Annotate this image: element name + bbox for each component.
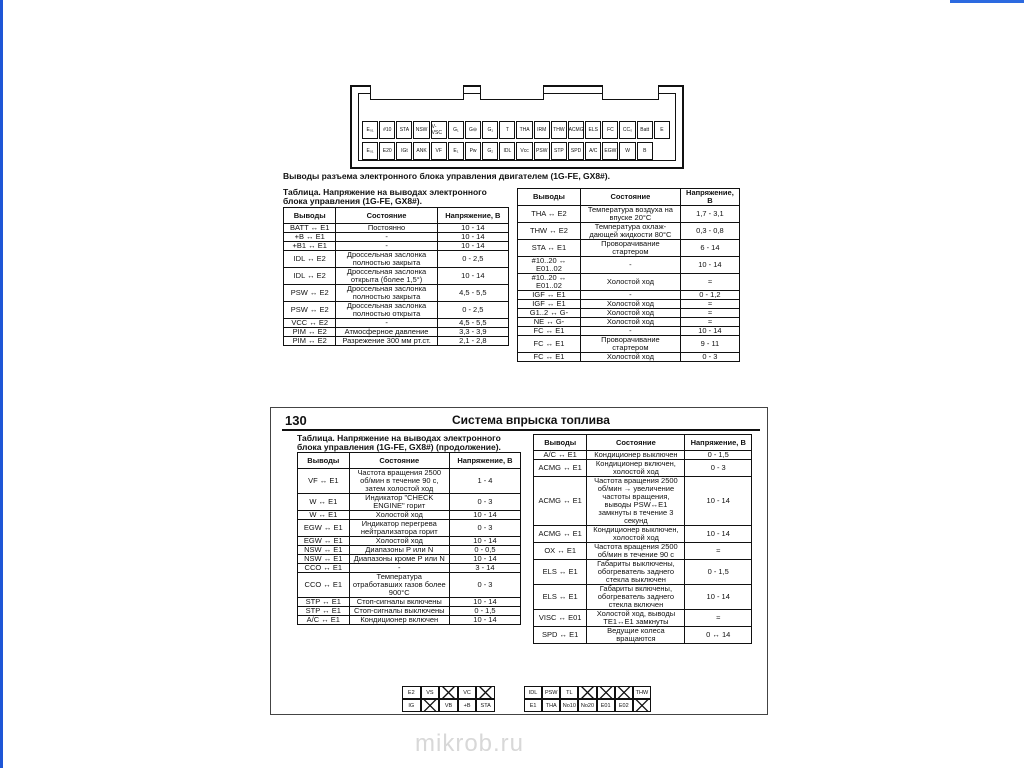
table-cell: Габариты включены, обогреватель заднего стекла включен <box>587 585 685 610</box>
table-cell: Холостой ход <box>580 309 680 318</box>
table-cell: 10 - 14 <box>449 511 520 520</box>
table-cell: 10 - 14 <box>437 224 508 233</box>
table-cell: Индикатор перегрева нейтрализатора горит <box>349 520 449 537</box>
table-cell: Холостой ход <box>580 274 680 291</box>
table-header-cell: Выводы <box>298 453 350 469</box>
table-row <box>518 353 740 362</box>
mini-connector-pin: E2 <box>402 686 421 699</box>
table-row <box>284 302 509 319</box>
table-cell: STP ↔ E1 <box>298 607 350 616</box>
table-row <box>518 206 740 223</box>
connector-pin: CC₀ <box>619 121 635 139</box>
table-cell: 0 - 3 <box>685 460 752 477</box>
mini-connector-pin: PSW <box>542 686 560 699</box>
table-cell: FC ↔ E1 <box>518 353 581 362</box>
table-cell: +B ↔ E1 <box>284 233 336 242</box>
mini-connector-pin: No10 <box>560 699 578 712</box>
table-cell: - <box>580 327 680 336</box>
table-row <box>534 460 752 477</box>
mini-connector-pin: THA <box>542 699 560 712</box>
table-row <box>518 336 740 353</box>
table-header-cell: Состояние <box>349 453 449 469</box>
connector-pin: STP <box>551 142 567 160</box>
table-header-row <box>534 435 752 451</box>
table-header-cell: Напряжение, В <box>685 435 752 451</box>
table-cell: 9 - 11 <box>680 336 739 353</box>
table-cell: ≈ <box>685 610 752 627</box>
watermark: mikrob.ru <box>415 730 525 757</box>
table-cell: NSW ↔ E1 <box>298 555 350 564</box>
connector-pin: A/C <box>585 142 601 160</box>
table-cell: Температура охлаж-дающей жидкости 80°C <box>580 223 680 240</box>
table-cell: PSW ↔ E2 <box>284 285 336 302</box>
table-cell: Стоп-сигналы включены <box>349 598 449 607</box>
table-cell: SPD ↔ E1 <box>534 627 587 644</box>
table1-title: Таблица. Напряжение на выводах электронного блока управления (1G-FE, GX8#). <box>283 187 487 206</box>
table-row <box>534 526 752 543</box>
table-cell: PSW ↔ E2 <box>284 302 336 319</box>
connector-notch-left <box>370 85 464 100</box>
connector-pin: Pw <box>465 142 481 160</box>
connector-pin: NSW <box>413 121 429 139</box>
table-cell: 0 - 3 <box>680 353 739 362</box>
table-cell: Кондиционер включен <box>349 616 449 625</box>
table-cell: Кондиционер выключен, холостой ход <box>587 526 685 543</box>
voltage-table-2 <box>517 188 740 362</box>
table-cell: 10 - 14 <box>449 616 520 625</box>
table-cell: 10 - 14 <box>685 585 752 610</box>
table-row <box>534 627 752 644</box>
ecu-connector-diagram <box>350 85 684 169</box>
table-cell: 0 - 2,5 <box>437 302 508 319</box>
table-cell: Дроссельная заслонка полностью закрыта <box>336 285 437 302</box>
table-cell: 0 - 1,2 <box>680 291 739 300</box>
voltage-table-1 <box>283 207 509 346</box>
table-cell: ≈ <box>680 318 739 327</box>
connector-pin: G⊖ <box>465 121 481 139</box>
table-cell: Ведущие колеса вращаются <box>587 627 685 644</box>
table-cell: IGF ↔ E1 <box>518 300 581 309</box>
table-cell: 10 - 14 <box>680 327 739 336</box>
table-cell: #10..20 ↔ E01..02 <box>518 274 581 291</box>
connector-pin: THA <box>516 121 532 139</box>
voltage-table-3 <box>297 452 521 625</box>
connector-pin: THW <box>551 121 567 139</box>
mini-connector-pin <box>633 699 651 712</box>
table-header-row <box>298 453 521 469</box>
connector-pin: ELS <box>585 121 601 139</box>
connector-mini-left <box>402 686 495 712</box>
table-row <box>298 616 521 625</box>
table-header-row <box>518 189 740 206</box>
table-cell: Холостой ход <box>580 318 680 327</box>
connector-notch-right <box>602 85 659 100</box>
connector-pin: STA <box>396 121 412 139</box>
table-cell: 0 ↔ 14 <box>685 627 752 644</box>
table-cell: ≈ <box>680 309 739 318</box>
voltage-table-4 <box>533 434 752 644</box>
mini-connector-pin: STA <box>476 699 495 712</box>
table-cell: Частота вращения 2500 об/мин → увеличение частоты вращения, выводы PSW↔E1 замкнуты в течение 3 секунд <box>587 477 685 526</box>
table-cell: IDL ↔ E2 <box>284 268 336 285</box>
connector-pin: IGt <box>396 142 412 160</box>
table-cell: 10 - 14 <box>680 257 739 274</box>
table-cell: +B1 ↔ E1 <box>284 242 336 251</box>
table-cell: FC ↔ E1 <box>518 336 581 353</box>
table-cell: Температура воздуха на впуске 20°C <box>580 206 680 223</box>
table-cell: PIM ↔ E2 <box>284 337 336 346</box>
mini-connector-pin <box>615 686 633 699</box>
mini-connector-pin <box>439 686 458 699</box>
table-row <box>284 285 509 302</box>
table-header-cell: Выводы <box>534 435 587 451</box>
table-cell: ELS ↔ E1 <box>534 560 587 585</box>
connector-pin: PSW <box>534 142 550 160</box>
connector-pin: EGW <box>602 142 618 160</box>
table-cell: Разрежение 300 мм рт.ст. <box>336 337 437 346</box>
table-cell: Кондиционер выключен <box>587 451 685 460</box>
connector-pin: ANK <box>413 142 429 160</box>
table-cell: Холостой ход, выводы TE1↔E1 замкнуты <box>587 610 685 627</box>
table-cell: EGW ↔ E1 <box>298 537 350 546</box>
mini-connector-pin <box>476 686 495 699</box>
table-cell: ELS ↔ E1 <box>534 585 587 610</box>
table-cell: VCC ↔ E2 <box>284 319 336 328</box>
table-cell: Кондиционер включен, холостой ход <box>587 460 685 477</box>
table-cell: Холостой ход <box>349 511 449 520</box>
table-cell: ACMG ↔ E1 <box>534 526 587 543</box>
table-cell: Холостой ход <box>580 353 680 362</box>
connector-pin: Vcc <box>516 142 532 160</box>
mini-connector-pin: +B <box>458 699 477 712</box>
table-header-cell: Состояние <box>587 435 685 451</box>
table-cell: ACMG ↔ E1 <box>534 460 587 477</box>
table-cell: Постоянно <box>336 224 437 233</box>
connector-pin: VF <box>431 142 447 160</box>
connector-pin: IDL <box>499 142 515 160</box>
connector-pin: Batt <box>637 121 653 139</box>
table-cell: OX ↔ E1 <box>534 543 587 560</box>
table-row <box>298 573 521 598</box>
table-cell: 0,3 - 0,8 <box>680 223 739 240</box>
connector-pin-grid <box>362 121 670 160</box>
mini-connector-pin: IDL <box>524 686 542 699</box>
table-cell: 10 - 14 <box>685 526 752 543</box>
table-cell: 10 - 14 <box>437 242 508 251</box>
table-cell: W ↔ E1 <box>298 511 350 520</box>
table-row <box>534 560 752 585</box>
table-cell: Индикатор "CHECK ENGINE" горит <box>349 494 449 511</box>
connector-pin: FC <box>602 121 618 139</box>
table-cell: NE ↔ G- <box>518 318 581 327</box>
connector-pin: G₂ <box>482 142 498 160</box>
table-cell: A/C ↔ E1 <box>534 451 587 460</box>
table-cell: FC ↔ E1 <box>518 327 581 336</box>
connector-pin: E₀₁ <box>362 142 378 160</box>
table-cell: 3,3 - 3,9 <box>437 328 508 337</box>
table-header-cell: Напряжение, В <box>437 208 508 224</box>
table-row <box>298 494 521 511</box>
table-cell: 0 - 1,5 <box>449 607 520 616</box>
table-row <box>534 610 752 627</box>
connector-pin: E20 <box>379 142 395 160</box>
table-cell: 10 - 14 <box>437 233 508 242</box>
mini-connector-pin: E1 <box>524 699 542 712</box>
connector-pin: B <box>637 142 653 160</box>
table-cell: 6 - 14 <box>680 240 739 257</box>
mini-connector-pin: E01 <box>597 699 615 712</box>
window-edge-left <box>0 0 3 768</box>
table-row <box>284 268 509 285</box>
table-cell: VF ↔ E1 <box>298 469 350 494</box>
table-cell: A/C ↔ E1 <box>298 616 350 625</box>
table-cell: Дроссельная заслонка открыта (более 1,5°) <box>336 268 437 285</box>
table-row <box>518 274 740 291</box>
table-cell: IGF ↔ E1 <box>518 291 581 300</box>
table-row <box>298 520 521 537</box>
table-cell: 0 - 3 <box>449 520 520 537</box>
mini-connector-pin: IG <box>402 699 421 712</box>
connector-pin: E₀₁ <box>362 121 378 139</box>
table-row <box>534 477 752 526</box>
mini-connector-pin: VB <box>439 699 458 712</box>
table-cell: 0 - 1,5 <box>685 560 752 585</box>
table-row <box>518 223 740 240</box>
table-header-row <box>284 208 509 224</box>
table-cell: - <box>580 291 680 300</box>
table-cell: W ↔ E1 <box>298 494 350 511</box>
table-cell: 3 - 14 <box>449 564 520 573</box>
table-cell: THW ↔ E2 <box>518 223 581 240</box>
table-cell: 10 - 14 <box>437 268 508 285</box>
connector-pin: G₁ <box>482 121 498 139</box>
connector-pin: G₁ <box>448 121 464 139</box>
mini-connector-pin: E02 <box>615 699 633 712</box>
table-cell: 10 - 14 <box>449 537 520 546</box>
table-row <box>284 251 509 268</box>
mini-connector-pin: TL <box>560 686 578 699</box>
table-header-cell: Выводы <box>518 189 581 206</box>
table-cell: VISC ↔ E01 <box>534 610 587 627</box>
table-cell: CCO ↔ E1 <box>298 573 350 598</box>
connector-pin: IRM <box>534 121 550 139</box>
page-number: 130 <box>285 413 307 428</box>
table-cell: Проворачивание стартером <box>580 336 680 353</box>
table-row <box>518 240 740 257</box>
table-cell: Частота вращения 2500 об/мин в течение 90 с <box>587 543 685 560</box>
connector-pin: SPD <box>568 142 584 160</box>
table-row <box>518 257 740 274</box>
connector-pin: V-VSC <box>431 121 447 139</box>
table-cell: Дроссельная заслонка полностью открыта <box>336 302 437 319</box>
mini-connector-pin: VS <box>421 686 440 699</box>
table3-title: Таблица. Напряжение на выводах электронного блока управления (1G-FE, GX8#) (продолжение). <box>297 433 501 452</box>
table-cell: ≈ <box>680 274 739 291</box>
table-cell: Стоп-сигналы выключены <box>349 607 449 616</box>
table-cell: Дроссельная заслонка полностью закрыта <box>336 251 437 268</box>
table-cell: 1,7 - 3,1 <box>680 206 739 223</box>
table-header-cell: Состояние <box>336 208 437 224</box>
connector-pin: ACMG <box>568 121 584 139</box>
table-cell: STA ↔ E1 <box>518 240 581 257</box>
table-cell: - <box>580 257 680 274</box>
table-row <box>534 585 752 610</box>
table-cell: NSW ↔ E1 <box>298 546 350 555</box>
connector-caption: Выводы разъема электронного блока управления двигателем (1G-FE, GX8#). <box>283 171 610 181</box>
table-cell: Диапазоны P или N <box>349 546 449 555</box>
mini-connector-pin <box>421 699 440 712</box>
table-cell: - <box>336 242 437 251</box>
table-cell: ≈ <box>680 300 739 309</box>
table-cell: 10 - 14 <box>449 598 520 607</box>
connector-pin: T <box>499 121 515 139</box>
table-cell: 0 - 3 <box>449 573 520 598</box>
table-cell: Диапазоны кроме P или N <box>349 555 449 564</box>
table-cell: G1..2 ↔ G- <box>518 309 581 318</box>
table-cell: Холостой ход <box>580 300 680 309</box>
table-cell: IDL ↔ E2 <box>284 251 336 268</box>
mini-connector-pin: THW <box>633 686 651 699</box>
table-cell: ACMG ↔ E1 <box>534 477 587 526</box>
connector-mini-right <box>524 686 651 712</box>
page-title: Система впрыска топлива <box>452 413 610 427</box>
connector-pin: #10 <box>379 121 395 139</box>
table-cell: - <box>336 319 437 328</box>
table-cell: 4,5 - 5,5 <box>437 285 508 302</box>
table-cell: 10 - 14 <box>449 555 520 564</box>
connector-pin: W <box>619 142 635 160</box>
table-cell: 0 - 0,5 <box>449 546 520 555</box>
table-cell: PIM ↔ E2 <box>284 328 336 337</box>
table-cell: Температура отработавших газов более 900°C <box>349 573 449 598</box>
table-cell: 0 - 2,5 <box>437 251 508 268</box>
table-cell: Габариты выключены, обогреватель заднего стекла выключен <box>587 560 685 585</box>
table-cell: Проворачивание стартером <box>580 240 680 257</box>
mini-connector-pin <box>597 686 615 699</box>
table-header-cell: Выводы <box>284 208 336 224</box>
table-cell: 0 - 1,5 <box>685 451 752 460</box>
table-cell: BATT ↔ E1 <box>284 224 336 233</box>
table-cell: ≈ <box>685 543 752 560</box>
connector-pin: E <box>654 121 670 139</box>
table-cell: 2,1 - 2,8 <box>437 337 508 346</box>
table-cell: THA ↔ E2 <box>518 206 581 223</box>
page-title-rule <box>282 429 760 431</box>
table-cell: Частота вращения 2500 об/мин в течение 90 с, затем холостой ход <box>349 469 449 494</box>
mini-connector-pin <box>578 686 596 699</box>
table-row <box>284 337 509 346</box>
table-cell: - <box>349 564 449 573</box>
connector-notch-middle <box>480 85 544 100</box>
table-cell: #10..20 ↔ E01..02 <box>518 257 581 274</box>
connector-pin: E₁ <box>448 142 464 160</box>
table-cell: Атмосферное давление <box>336 328 437 337</box>
mini-connector-pin: No20 <box>578 699 596 712</box>
table-cell: 1 - 4 <box>449 469 520 494</box>
table-cell: - <box>336 233 437 242</box>
mini-connector-pin: VC <box>458 686 477 699</box>
table-cell: STP ↔ E1 <box>298 598 350 607</box>
table-header-cell: Состояние <box>580 189 680 206</box>
table-cell: EGW ↔ E1 <box>298 520 350 537</box>
table-cell: 10 - 14 <box>685 477 752 526</box>
table-cell: Холостой ход <box>349 537 449 546</box>
table-cell: CCO ↔ E1 <box>298 564 350 573</box>
table-row <box>298 469 521 494</box>
window-edge-top <box>950 0 1024 3</box>
table-row <box>534 543 752 560</box>
table-cell: 0 - 3 <box>449 494 520 511</box>
table-cell: 4,5 - 5,5 <box>437 319 508 328</box>
table-header-cell: Напряжение, В <box>449 453 520 469</box>
table-header-cell: Напряжение, В <box>680 189 739 206</box>
